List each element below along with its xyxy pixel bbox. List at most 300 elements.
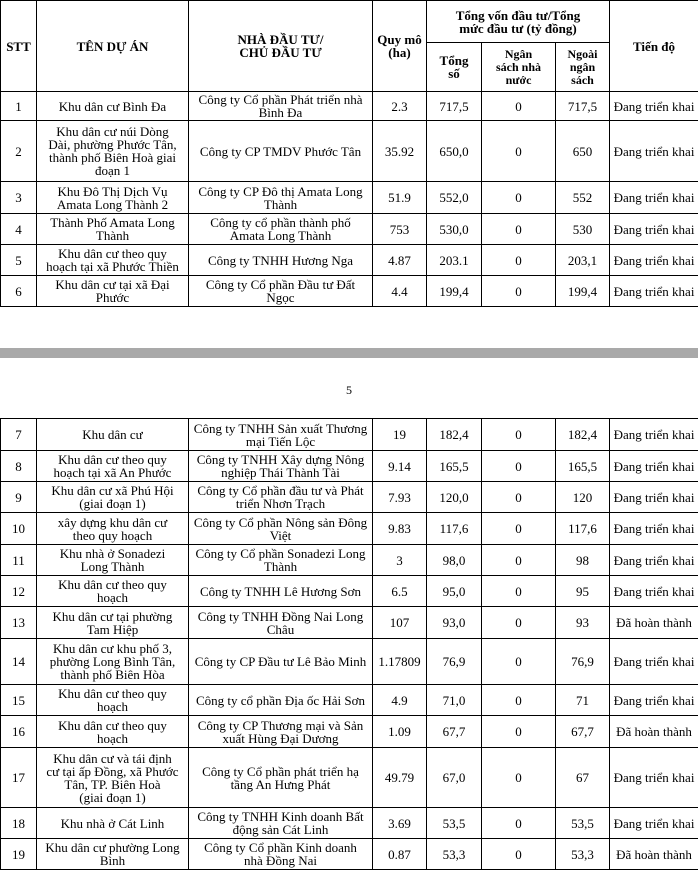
cell-project-name bbox=[37, 545, 189, 576]
cell-progress bbox=[610, 607, 698, 639]
cell-state-budget-line: 0 bbox=[484, 145, 553, 158]
table-row bbox=[1, 513, 698, 545]
cell-investor-line: Công ty Cổ phần đầu tư và Phát bbox=[191, 484, 370, 497]
cell-total-line: 53,3 bbox=[429, 848, 479, 861]
cell-project-name-line: Khu dân cư và tái định bbox=[39, 752, 186, 765]
cell-investor-line: động sản Cát Linh bbox=[191, 823, 370, 836]
cell-state-budget bbox=[482, 685, 556, 716]
table-row bbox=[1, 214, 698, 245]
table-row bbox=[1, 607, 698, 639]
header-scale-line-2: (ha) bbox=[375, 46, 424, 59]
cell-progress bbox=[610, 576, 698, 607]
cell-non-budget-line: 76,9 bbox=[558, 655, 607, 668]
cell-stt bbox=[1, 716, 37, 748]
cell-investor bbox=[189, 513, 373, 545]
cell-scale-line: 49.79 bbox=[375, 771, 424, 784]
cell-project-name-line: Khu dân cư bbox=[39, 428, 186, 441]
table-body-page-2 bbox=[1, 419, 698, 870]
cell-stt-line: 6 bbox=[3, 285, 34, 298]
cell-progress bbox=[610, 639, 698, 685]
cell-progress bbox=[610, 245, 698, 276]
cell-non-budget bbox=[556, 451, 610, 482]
cell-project-name-line: Dài, phường Phước Tân, bbox=[39, 138, 186, 151]
table-row bbox=[1, 808, 698, 839]
cell-state-budget bbox=[482, 808, 556, 839]
cell-state-budget bbox=[482, 748, 556, 808]
cell-project-name-line: Thành Phố Amata Long bbox=[39, 216, 186, 229]
cell-progress-line: Đang triển khai bbox=[612, 223, 696, 236]
header-non-budget-line-1: Ngoài bbox=[558, 48, 607, 61]
cell-investor-line: Công ty TNHH Xây dựng Nông bbox=[191, 453, 370, 466]
cell-total bbox=[427, 639, 482, 685]
cell-total-line: 98,0 bbox=[429, 554, 479, 567]
cell-state-budget bbox=[482, 716, 556, 748]
cell-stt-line: 15 bbox=[3, 694, 34, 707]
cell-investor-line: Công ty CP Thương mại và Sản bbox=[191, 719, 370, 732]
cell-investor-line: triển Nhơn Trạch bbox=[191, 497, 370, 510]
cell-state-budget-line: 0 bbox=[484, 491, 553, 504]
cell-project-name-line: Khu dân cư phường Long bbox=[39, 841, 186, 854]
cell-investor bbox=[189, 451, 373, 482]
cell-scale-line: 9.14 bbox=[375, 460, 424, 473]
header-non-budget-line-2: ngân bbox=[558, 61, 607, 74]
cell-project-name-line: hoạch bbox=[39, 591, 186, 604]
cell-state-budget bbox=[482, 214, 556, 245]
header-total-line-2: số bbox=[429, 67, 479, 80]
cell-investor-line: Công ty CP TMDV Phước Tân bbox=[191, 145, 370, 158]
cell-project-name bbox=[37, 513, 189, 545]
cell-total-line: 71,0 bbox=[429, 694, 479, 707]
cell-total-line: 93,0 bbox=[429, 616, 479, 629]
cell-project-name-line: Bình bbox=[39, 854, 186, 867]
cell-project-name-line: Khu dân cư núi Dòng bbox=[39, 125, 186, 138]
cell-state-budget bbox=[482, 92, 556, 121]
cell-investor-line: Công ty Cổ phần Sonadezi Long bbox=[191, 547, 370, 560]
cell-state-budget-line: 0 bbox=[484, 428, 553, 441]
cell-project-name bbox=[37, 639, 189, 685]
cell-state-budget-line: 0 bbox=[484, 223, 553, 236]
cell-progress bbox=[610, 513, 698, 545]
cell-non-budget-line: 53,5 bbox=[558, 817, 607, 830]
project-table-page-1 bbox=[0, 0, 698, 307]
cell-progress-line: Đang triển khai bbox=[612, 428, 696, 441]
cell-state-budget-line: 0 bbox=[484, 585, 553, 598]
cell-project-name-line: thành phố Biên Hòa bbox=[39, 668, 186, 681]
header-non-budget-line-3: sách bbox=[558, 74, 607, 87]
cell-non-budget-line: 120 bbox=[558, 491, 607, 504]
table-row bbox=[1, 419, 698, 451]
cell-scale-line: 753 bbox=[375, 223, 424, 236]
cell-total bbox=[427, 513, 482, 545]
cell-total-line: 117,6 bbox=[429, 522, 479, 535]
cell-stt bbox=[1, 214, 37, 245]
cell-scale-line: 0.87 bbox=[375, 848, 424, 861]
cell-project-name-line: Tam Hiệp bbox=[39, 623, 186, 636]
cell-non-budget-line: 530 bbox=[558, 223, 607, 236]
cell-non-budget-line: 71 bbox=[558, 694, 607, 707]
cell-progress bbox=[610, 482, 698, 513]
header-state-budget-line-3: nước bbox=[484, 74, 553, 87]
cell-total-line: 530,0 bbox=[429, 223, 479, 236]
cell-stt bbox=[1, 121, 37, 182]
cell-project-name-line: Tân, TP. Biên Hoà bbox=[39, 778, 186, 791]
cell-stt bbox=[1, 245, 37, 276]
table-row bbox=[1, 451, 698, 482]
table-row bbox=[1, 716, 698, 748]
cell-investor-line: Công ty cổ phần Địa ốc Hải Sơn bbox=[191, 694, 370, 707]
cell-non-budget-line: 717,5 bbox=[558, 100, 607, 113]
cell-project-name-line: theo quy hoạch bbox=[39, 529, 186, 542]
cell-stt bbox=[1, 92, 37, 121]
cell-non-budget bbox=[556, 639, 610, 685]
cell-scale bbox=[373, 482, 427, 513]
cell-state-budget bbox=[482, 419, 556, 451]
cell-stt-line: 16 bbox=[3, 725, 34, 738]
cell-stt bbox=[1, 419, 37, 451]
cell-progress-line: Đang triển khai bbox=[612, 491, 696, 504]
cell-project-name-line: Khu dân cư theo quy bbox=[39, 247, 186, 260]
cell-investor-line: Công ty TNHH Hương Nga bbox=[191, 254, 370, 267]
cell-investor bbox=[189, 214, 373, 245]
cell-scale-line: 4.4 bbox=[375, 285, 424, 298]
cell-project-name-line: Khu dân cư tại phường bbox=[39, 610, 186, 623]
cell-stt bbox=[1, 482, 37, 513]
cell-investor-line: Công ty CP Đô thị Amata Long bbox=[191, 185, 370, 198]
cell-stt-line: 13 bbox=[3, 616, 34, 629]
cell-stt bbox=[1, 545, 37, 576]
cell-project-name-line: thành phố Biên Hoà giai bbox=[39, 151, 186, 164]
cell-progress-line: Đang triển khai bbox=[612, 100, 696, 113]
cell-scale-line: 3.69 bbox=[375, 817, 424, 830]
cell-project-name-line: hoạch bbox=[39, 732, 186, 745]
cell-stt-line: 7 bbox=[3, 428, 34, 441]
cell-state-budget-line: 0 bbox=[484, 100, 553, 113]
cell-project-name-line: Khu dân cư Bình Đa bbox=[39, 100, 186, 113]
cell-project-name-line: Khu dân cư tại xã Đại bbox=[39, 278, 186, 291]
cell-project-name bbox=[37, 419, 189, 451]
cell-state-budget bbox=[482, 576, 556, 607]
cell-progress-line: Đang triển khai bbox=[612, 522, 696, 535]
cell-project-name bbox=[37, 451, 189, 482]
cell-progress-line: Đang triển khai bbox=[612, 771, 696, 784]
cell-project-name bbox=[37, 716, 189, 748]
cell-project-name bbox=[37, 748, 189, 808]
cell-project-name-line: hoạch tại xã Phước Thiền bbox=[39, 260, 186, 273]
cell-non-budget-line: 650 bbox=[558, 145, 607, 158]
cell-state-budget bbox=[482, 276, 556, 307]
cell-total-line: 552,0 bbox=[429, 191, 479, 204]
cell-investor-line: tầng An Hưng Phát bbox=[191, 778, 370, 791]
cell-non-budget bbox=[556, 513, 610, 545]
cell-stt bbox=[1, 276, 37, 307]
cell-stt-line: 5 bbox=[3, 254, 34, 267]
cell-investor bbox=[189, 482, 373, 513]
cell-progress bbox=[610, 121, 698, 182]
cell-stt bbox=[1, 607, 37, 639]
cell-investor-line: Công ty Cổ phần Nông sản Đông bbox=[191, 516, 370, 529]
cell-scale bbox=[373, 716, 427, 748]
cell-state-budget-line: 0 bbox=[484, 817, 553, 830]
cell-total-line: 95,0 bbox=[429, 585, 479, 598]
cell-state-budget-line: 0 bbox=[484, 725, 553, 738]
cell-state-budget bbox=[482, 513, 556, 545]
cell-non-budget-line: 95 bbox=[558, 585, 607, 598]
cell-non-budget bbox=[556, 808, 610, 839]
cell-total bbox=[427, 607, 482, 639]
cell-total-line: 67,0 bbox=[429, 771, 479, 784]
table-row bbox=[1, 482, 698, 513]
table-row bbox=[1, 92, 698, 121]
cell-scale-line: 107 bbox=[375, 616, 424, 629]
cell-non-budget bbox=[556, 685, 610, 716]
cell-project-name-line: Khu nhà ở Cát Linh bbox=[39, 817, 186, 830]
cell-non-budget bbox=[556, 607, 610, 639]
header-investor-line-1: NHÀ ĐẦU TƯ/ bbox=[191, 33, 370, 46]
cell-total-line: 182,4 bbox=[429, 428, 479, 441]
cell-project-name bbox=[37, 576, 189, 607]
header-non-budget bbox=[556, 43, 610, 92]
page-number: 5 bbox=[0, 383, 698, 398]
cell-progress-line: Đang triển khai bbox=[612, 460, 696, 473]
cell-non-budget-line: 67 bbox=[558, 771, 607, 784]
cell-stt bbox=[1, 639, 37, 685]
cell-project-name bbox=[37, 482, 189, 513]
cell-investor-line: Công ty CP Đầu tư Lê Bảo Minh bbox=[191, 655, 370, 668]
cell-investor bbox=[189, 545, 373, 576]
cell-stt-line: 12 bbox=[3, 585, 34, 598]
table-body-page-1 bbox=[1, 92, 698, 307]
cell-stt bbox=[1, 576, 37, 607]
header-scale bbox=[373, 1, 427, 92]
cell-project-name-line: (giai đoạn 1) bbox=[39, 791, 186, 804]
cell-state-budget-line: 0 bbox=[484, 655, 553, 668]
header-state-budget bbox=[482, 43, 556, 92]
cell-investor-line: Việt bbox=[191, 529, 370, 542]
cell-project-name-line: hoạch tại xã An Phước bbox=[39, 466, 186, 479]
cell-project-name-line: Khu dân cư khu phố 3, bbox=[39, 642, 186, 655]
cell-non-budget bbox=[556, 121, 610, 182]
cell-project-name-line: Khu dân cư theo quy bbox=[39, 578, 186, 591]
cell-progress bbox=[610, 214, 698, 245]
cell-investor bbox=[189, 276, 373, 307]
cell-state-budget bbox=[482, 245, 556, 276]
cell-project-name bbox=[37, 276, 189, 307]
cell-stt-line: 11 bbox=[3, 554, 34, 567]
table-row bbox=[1, 639, 698, 685]
cell-investor-line: xuất Hùng Đại Dương bbox=[191, 732, 370, 745]
cell-total bbox=[427, 576, 482, 607]
cell-project-name-line: xây dựng khu dân cư bbox=[39, 516, 186, 529]
cell-investor-line: Công ty cổ phần thành phố bbox=[191, 216, 370, 229]
cell-scale-line: 2.3 bbox=[375, 100, 424, 113]
cell-stt bbox=[1, 748, 37, 808]
cell-state-budget-line: 0 bbox=[484, 285, 553, 298]
cell-investor-line: Ngọc bbox=[191, 291, 370, 304]
cell-state-budget-line: 0 bbox=[484, 554, 553, 567]
cell-non-budget bbox=[556, 182, 610, 214]
cell-state-budget bbox=[482, 182, 556, 214]
cell-investor-line: Công ty TNHH Kinh doanh Bất bbox=[191, 810, 370, 823]
cell-scale bbox=[373, 182, 427, 214]
page-break-divider bbox=[0, 348, 698, 358]
cell-scale bbox=[373, 545, 427, 576]
cell-project-name bbox=[37, 182, 189, 214]
cell-non-budget bbox=[556, 576, 610, 607]
cell-scale-line: 3 bbox=[375, 554, 424, 567]
cell-stt bbox=[1, 451, 37, 482]
cell-project-name-line: Long Thành bbox=[39, 560, 186, 573]
cell-non-budget-line: 53,3 bbox=[558, 848, 607, 861]
cell-state-budget-line: 0 bbox=[484, 616, 553, 629]
cell-total-line: 717,5 bbox=[429, 100, 479, 113]
cell-total bbox=[427, 276, 482, 307]
header-progress: Tiến độ bbox=[610, 1, 698, 92]
cell-scale-line: 6.5 bbox=[375, 585, 424, 598]
cell-investor bbox=[189, 748, 373, 808]
table-row bbox=[1, 545, 698, 576]
cell-state-budget bbox=[482, 639, 556, 685]
cell-project-name-line: hoạch bbox=[39, 700, 186, 713]
cell-stt-line: 2 bbox=[3, 145, 34, 158]
cell-progress bbox=[610, 685, 698, 716]
cell-project-name bbox=[37, 121, 189, 182]
table-row bbox=[1, 748, 698, 808]
cell-state-budget bbox=[482, 545, 556, 576]
cell-scale bbox=[373, 576, 427, 607]
cell-progress-line: Đã hoàn thành bbox=[612, 848, 696, 861]
header-total-line-1: Tổng bbox=[429, 54, 479, 67]
cell-scale bbox=[373, 451, 427, 482]
cell-investor-line: Công ty Cổ phần Đầu tư Đất bbox=[191, 278, 370, 291]
cell-total bbox=[427, 419, 482, 451]
cell-project-name bbox=[37, 607, 189, 639]
cell-progress-line: Đang triển khai bbox=[612, 817, 696, 830]
cell-progress-line: Đang triển khai bbox=[612, 254, 696, 267]
cell-investor bbox=[189, 92, 373, 121]
header-project-name: TÊN DỰ ÁN bbox=[37, 1, 189, 92]
cell-non-budget-line: 182,4 bbox=[558, 428, 607, 441]
cell-state-budget-line: 0 bbox=[484, 191, 553, 204]
cell-project-name-line: Amata Long Thành 2 bbox=[39, 198, 186, 211]
cell-total-line: 120,0 bbox=[429, 491, 479, 504]
table-row bbox=[1, 121, 698, 182]
cell-total-line: 53,5 bbox=[429, 817, 479, 830]
cell-investor-line: Châu bbox=[191, 623, 370, 636]
cell-stt-line: 9 bbox=[3, 491, 34, 504]
cell-progress bbox=[610, 545, 698, 576]
cell-scale-line: 51.9 bbox=[375, 191, 424, 204]
cell-stt-line: 4 bbox=[3, 223, 34, 236]
cell-project-name-line: đoạn 1 bbox=[39, 164, 186, 177]
cell-progress-line: Đang triển khai bbox=[612, 694, 696, 707]
cell-progress bbox=[610, 748, 698, 808]
cell-investor bbox=[189, 808, 373, 839]
cell-state-budget-line: 0 bbox=[484, 254, 553, 267]
cell-progress-line: Đang triển khai bbox=[612, 655, 696, 668]
cell-investor bbox=[189, 182, 373, 214]
cell-scale bbox=[373, 607, 427, 639]
cell-progress-line: Đang triển khai bbox=[612, 554, 696, 567]
cell-scale-line: 19 bbox=[375, 428, 424, 441]
cell-project-name-line: Khu nhà ở Sonadezi bbox=[39, 547, 186, 560]
cell-non-budget-line: 552 bbox=[558, 191, 607, 204]
cell-total bbox=[427, 748, 482, 808]
cell-scale bbox=[373, 245, 427, 276]
cell-project-name-line: Khu dân cư xã Phú Hội bbox=[39, 484, 186, 497]
cell-progress bbox=[610, 182, 698, 214]
cell-total bbox=[427, 245, 482, 276]
header-total-capital-line-2: mức đầu tư (tỷ đồng) bbox=[429, 22, 607, 35]
cell-scale bbox=[373, 685, 427, 716]
cell-progress-line: Đã hoàn thành bbox=[612, 725, 696, 738]
table-row bbox=[1, 685, 698, 716]
header-total bbox=[427, 43, 482, 92]
cell-project-name bbox=[37, 685, 189, 716]
header-total-capital bbox=[427, 1, 610, 43]
cell-project-name-line: (giai đoạn 1) bbox=[39, 497, 186, 510]
cell-stt-line: 8 bbox=[3, 460, 34, 473]
cell-stt bbox=[1, 513, 37, 545]
cell-project-name bbox=[37, 245, 189, 276]
table-row bbox=[1, 245, 698, 276]
cell-non-budget-line: 67,7 bbox=[558, 725, 607, 738]
cell-total bbox=[427, 545, 482, 576]
cell-progress bbox=[610, 451, 698, 482]
cell-total bbox=[427, 92, 482, 121]
cell-investor-line: Công ty TNHH Lê Hương Sơn bbox=[191, 585, 370, 598]
cell-investor-line: Công ty TNHH Sản xuất Thương bbox=[191, 422, 370, 435]
cell-state-budget-line: 0 bbox=[484, 460, 553, 473]
cell-total bbox=[427, 482, 482, 513]
cell-non-budget bbox=[556, 92, 610, 121]
cell-scale bbox=[373, 121, 427, 182]
cell-scale bbox=[373, 92, 427, 121]
header-scale-line-1: Quy mô bbox=[375, 33, 424, 46]
cell-non-budget-line: 203,1 bbox=[558, 254, 607, 267]
header-total-capital-line-1: Tổng vốn đầu tư/Tổng bbox=[429, 9, 607, 22]
cell-investor-line: Công ty Cổ phần Phát triển nhà bbox=[191, 93, 370, 106]
cell-scale-line: 4.87 bbox=[375, 254, 424, 267]
cell-state-budget-line: 0 bbox=[484, 694, 553, 707]
cell-progress bbox=[610, 716, 698, 748]
cell-investor bbox=[189, 121, 373, 182]
cell-non-budget-line: 93 bbox=[558, 616, 607, 629]
cell-stt bbox=[1, 685, 37, 716]
cell-non-budget bbox=[556, 276, 610, 307]
cell-total-line: 76,9 bbox=[429, 655, 479, 668]
cell-scale bbox=[373, 513, 427, 545]
cell-investor bbox=[189, 576, 373, 607]
cell-non-budget bbox=[556, 748, 610, 808]
cell-total bbox=[427, 451, 482, 482]
cell-non-budget-line: 165,5 bbox=[558, 460, 607, 473]
project-table-page-2 bbox=[0, 418, 698, 870]
cell-progress-line: Đã hoàn thành bbox=[612, 616, 696, 629]
cell-scale-line: 35.92 bbox=[375, 145, 424, 158]
header-state-budget-line-2: sách nhà bbox=[484, 61, 553, 74]
cell-total-line: 203.1 bbox=[429, 254, 479, 267]
cell-project-name-line: Khu dân cư theo quy bbox=[39, 453, 186, 466]
cell-investor-line: Bình Đa bbox=[191, 106, 370, 119]
cell-state-budget bbox=[482, 121, 556, 182]
cell-investor-line: Amata Long Thành bbox=[191, 229, 370, 242]
cell-investor-line: Thành bbox=[191, 560, 370, 573]
cell-total-line: 650,0 bbox=[429, 145, 479, 158]
cell-project-name bbox=[37, 808, 189, 839]
cell-investor-line: Công ty Cổ phần Kinh doanh bbox=[191, 841, 370, 854]
cell-project-name-line: Khu dân cư theo quy bbox=[39, 719, 186, 732]
cell-non-budget-line: 199,4 bbox=[558, 285, 607, 298]
